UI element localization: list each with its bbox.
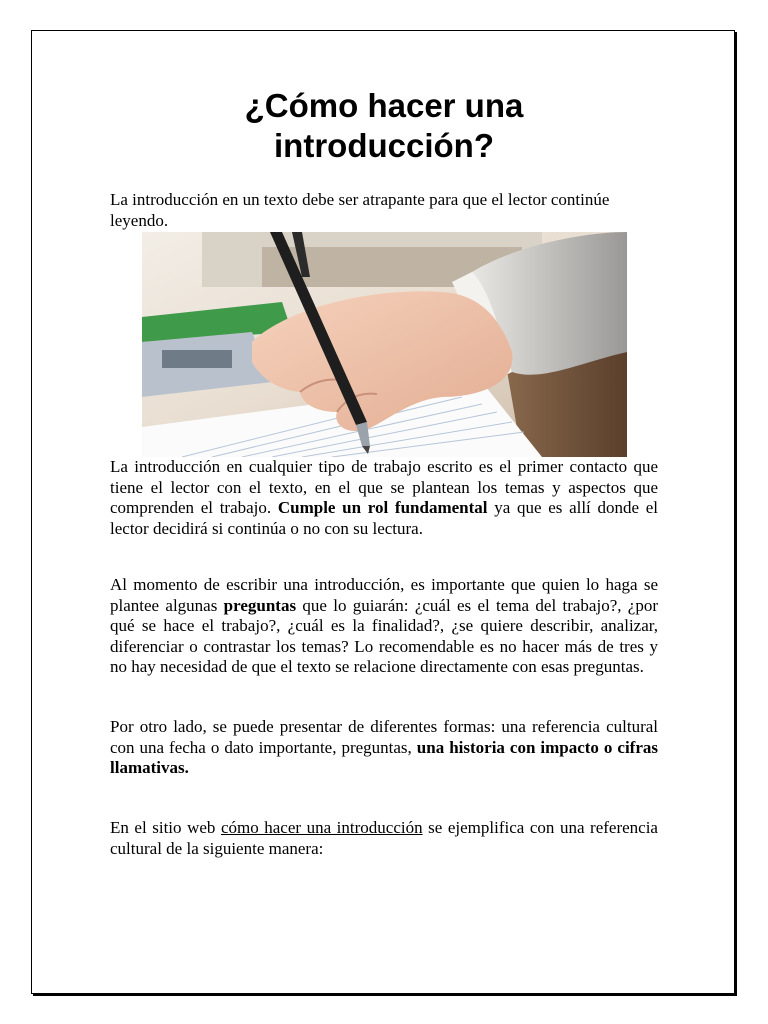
intro-paragraph: La introducción en un texto debe ser atrapante para que el lector continúe leyendo. [110, 190, 610, 230]
paragraph-forms [110, 717, 658, 779]
website-link[interactable]: cómo hacer una introducción [220, 818, 423, 837]
paragraph-questions [110, 575, 658, 678]
paragraph-questions-bold: preguntas [223, 595, 297, 615]
page-title [31, 86, 737, 166]
paragraph-forms-text-a: Por otro lado, se puede presentar de diferentes formas: una referencia cultural con una fecha o dato importante, preguntas, [110, 717, 658, 757]
title-line-2: introducción? [274, 127, 494, 164]
paragraph-first-contact-text-a: La introducción en cualquier tipo de trabajo escrito es el primer contacto que tiene el lector con el texto, en el que se plantean los temas y aspectos que comprenden el trabajo. [110, 457, 658, 517]
paragraph-first-contact-bold: Cumple un rol fundamental [277, 498, 488, 517]
paragraph-website-text-a: En el sitio web [110, 818, 221, 837]
title-line-1: ¿Cómo hacer una [244, 87, 524, 124]
paragraph-forms-bold: una historia con impacto o cifras llamativas. [110, 737, 658, 777]
paragraph-questions-text-b: que lo guiarán: ¿cuál es el tema del trabajo?, ¿por qué se hace el trabajo?, ¿cuál es la finalidad?, ¿se quiere describir, analizar, diferenciar o contrastar los temas? Lo recomendable es no hacer más de tres y no hay necesidad de que el texto se relacione directamente con esas preguntas. [110, 595, 659, 676]
paragraph-first-contact [110, 457, 658, 539]
paragraph-website [110, 818, 658, 859]
paragraph-first-contact-text-b: ya que es allí donde el lector decidirá si continúa o no con su lectura. [110, 498, 658, 538]
paragraph-website-text-b: se ejemplifica con una referencia cultural de la siguiente manera: [110, 818, 658, 858]
paragraph-questions-text-a: Al momento de escribir una introducción, es importante que quien lo haga se plantee algunas [110, 575, 658, 615]
hand-writing-photo [142, 232, 627, 457]
